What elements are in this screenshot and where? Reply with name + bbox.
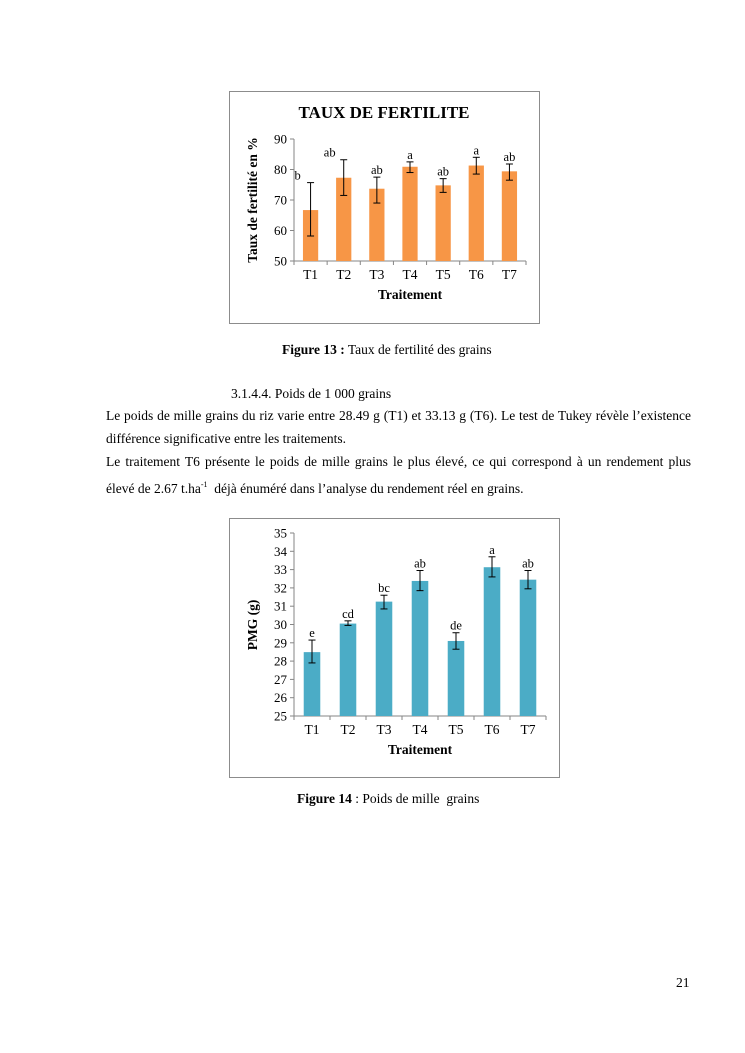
significance-label: cd [342, 606, 354, 621]
bar-t5 [436, 185, 451, 261]
x-axis-title: Traitement [387, 742, 453, 757]
y-tick-label: 80 [274, 162, 287, 177]
significance-label: ab [522, 556, 534, 571]
fertility-chart [230, 92, 539, 323]
significance-label: de [450, 618, 462, 633]
y-tick-label: 30 [274, 617, 287, 632]
x-tick-label: T6 [468, 267, 484, 282]
paragraph-2-text-a: Le traitement T6 présente le poids de mille grains le plus élevé, ce qui correspond à un rendement plus élevé de 2.67 t.ha [106, 454, 691, 496]
y-tick-label: 25 [274, 708, 287, 724]
bar-t7 [520, 580, 537, 716]
chart-title: TAUX DE FERTILITE [298, 103, 470, 122]
section-heading: 3.1.4.4. Poids de 1 000 grains [231, 386, 392, 401]
x-tick-label: T4 [412, 722, 428, 737]
x-tick-label: T5 [448, 722, 464, 737]
y-tick-label: 33 [274, 562, 287, 578]
significance-label: a [489, 542, 495, 557]
paragraph-2-superscript: -1 [200, 480, 208, 489]
significance-label: b [294, 168, 301, 183]
bar-t6 [469, 166, 484, 261]
y-tick-label: 29 [274, 635, 287, 651]
paragraph-1 [106, 404, 691, 450]
figure-14-label: Figure 14 [297, 791, 352, 806]
x-tick-label: T3 [369, 267, 385, 282]
y-tick-label: 27 [274, 671, 287, 687]
x-tick-label: T2 [340, 722, 356, 737]
x-tick-label: T6 [484, 722, 500, 737]
y-tick-label: 34 [274, 543, 287, 559]
y-axis-title: PMG (g) [245, 599, 260, 651]
pmg-chart [230, 519, 559, 777]
x-tick-label: T3 [376, 722, 392, 737]
bar-t2 [340, 624, 357, 716]
figure-13-label: Figure 13 : [282, 342, 345, 357]
significance-label: ab [437, 164, 450, 179]
paragraph-2 [106, 450, 691, 500]
y-tick-label: 50 [274, 253, 287, 269]
significance-label: bc [378, 581, 390, 596]
x-tick-label: T2 [336, 267, 352, 282]
significance-label: ab [503, 150, 516, 165]
x-axis-title: Traitement [377, 287, 443, 302]
figure-13-caption [282, 342, 492, 358]
y-tick-label: 31 [274, 598, 287, 614]
significance-label: a [407, 147, 413, 162]
figure-14-text: : Poids de mille grains [351, 791, 480, 806]
x-tick-label: T4 [402, 267, 418, 282]
y-tick-label: 28 [274, 653, 287, 669]
x-tick-label: T5 [435, 267, 451, 282]
y-tick-label: 70 [274, 192, 287, 208]
x-tick-label: T1 [303, 267, 319, 282]
bar-t4 [412, 581, 429, 716]
page-number: 21 [676, 975, 690, 990]
significance-label: ab [370, 163, 383, 178]
bar-t3 [376, 602, 393, 716]
y-tick-label: 32 [274, 580, 287, 596]
significance-label: ab [414, 556, 426, 571]
x-tick-label: T7 [520, 722, 536, 737]
y-tick-label: 26 [274, 690, 287, 706]
bar-t4 [402, 167, 417, 261]
paragraph-2-text-b: déjà énuméré dans l’analyse du rendement réel en grains. [207, 481, 524, 496]
bar-t5 [448, 641, 465, 716]
y-tick-label: 35 [274, 525, 287, 541]
fertility-chart-frame [229, 91, 540, 324]
bar-t6 [484, 567, 501, 716]
figure-13-text: Taux de fertilité des grains [344, 342, 492, 357]
significance-label: e [309, 626, 315, 641]
y-tick-label: 60 [274, 223, 287, 238]
figure-14-caption [297, 791, 479, 807]
y-tick-label: 90 [274, 131, 287, 147]
pmg-chart-frame [229, 518, 560, 778]
significance-label: ab [323, 145, 336, 160]
x-tick-label: T7 [501, 267, 517, 282]
bar-t7 [502, 171, 517, 261]
x-tick-label: T1 [304, 722, 320, 737]
paragraph-1-text: Le poids de mille grains du riz varie entre 28.49 g (T1) et 33.13 g (T6). Le test de Tukey révèle l’existence différence significative entre les traitements. [106, 408, 691, 446]
y-axis-title: Taux de fertilité en % [245, 137, 260, 263]
significance-label: a [473, 143, 480, 158]
